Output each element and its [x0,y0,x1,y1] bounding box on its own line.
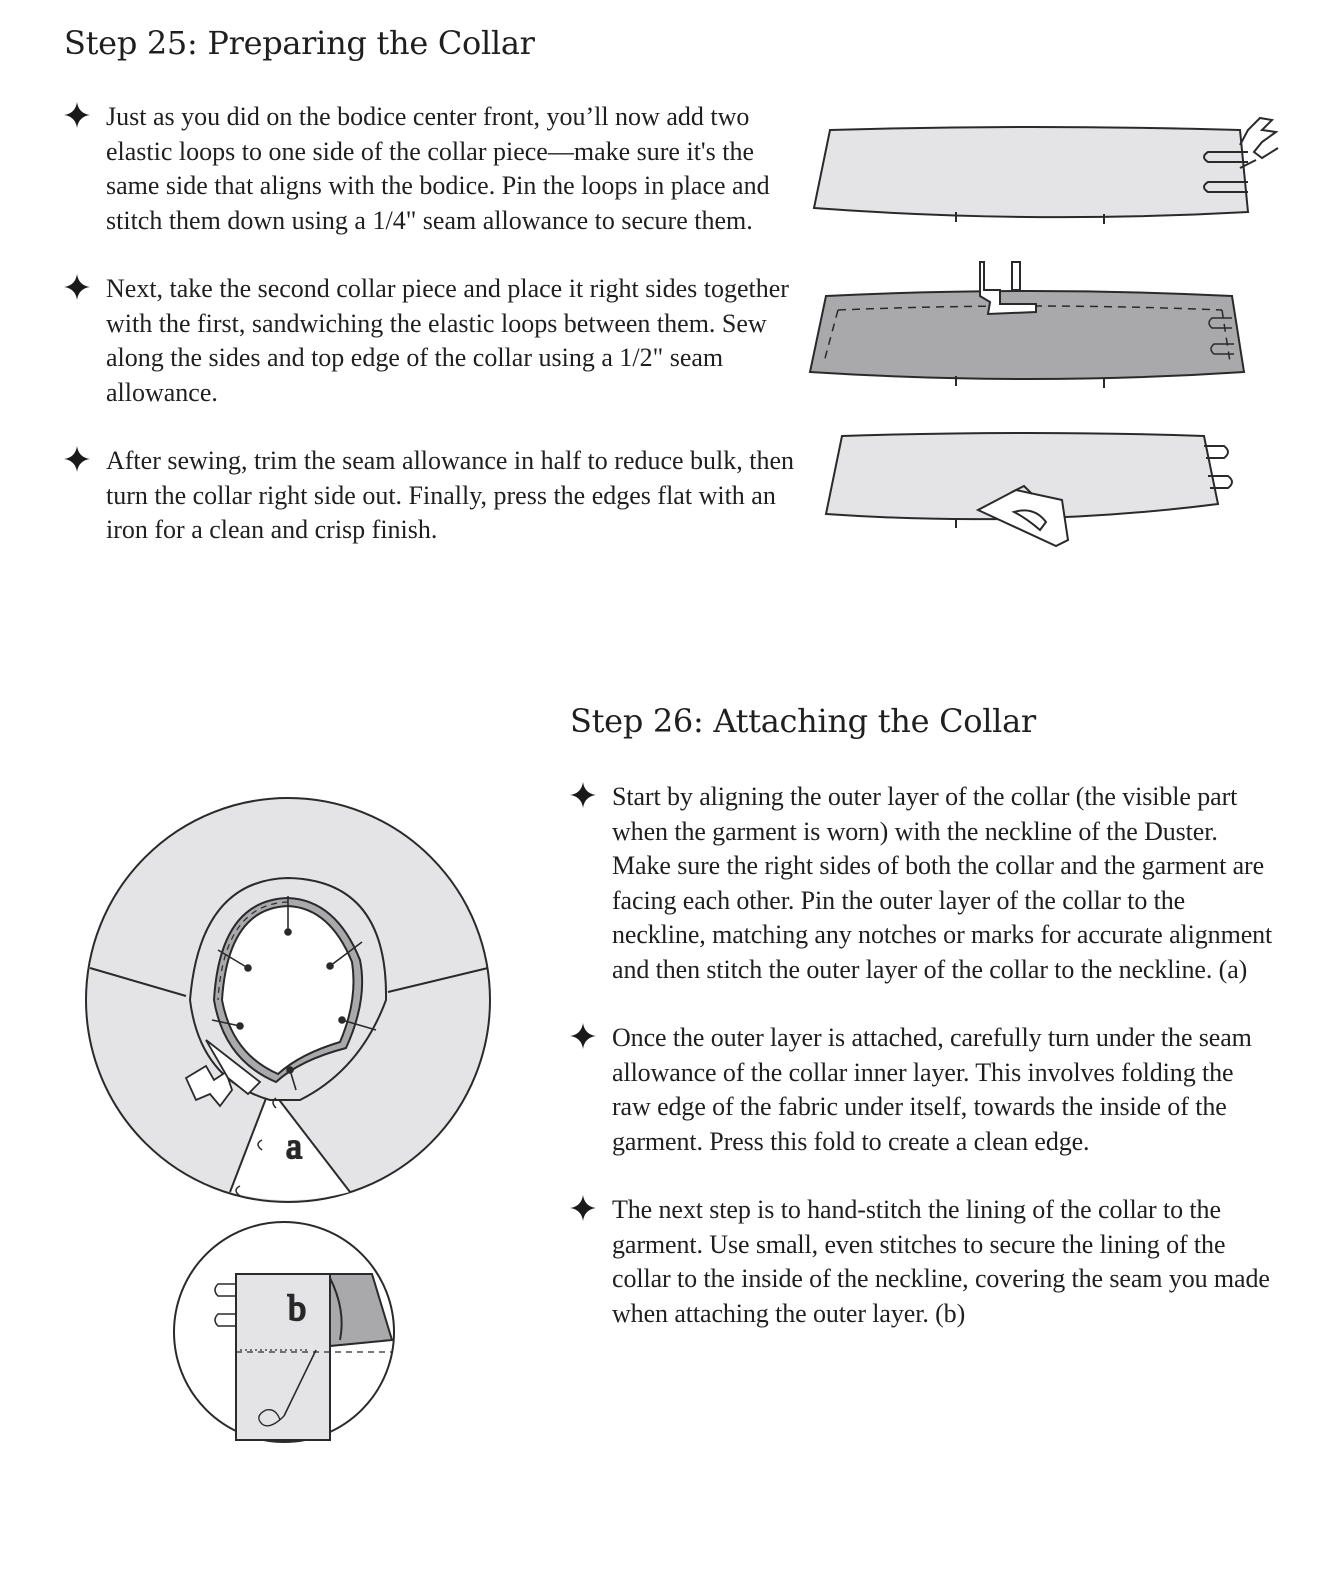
bullet-text: Start by aligning the outer layer of the collar (the visible part when the garment is worn) with the neckline of the Duster. Make sure the right sides of both the collar and the garment are facing each other. Pin the outer layer of the collar to the neckline, matching any notches or marks for accurate alignment and then stitch the outer layer of the collar to the neckline. (a) [612,782,1273,984]
figure-label-a: a [286,1126,302,1166]
bullet-text: Once the outer layer is attached, carefully turn under the seam allowance of the collar inner layer. This involves folding the raw edge of the fabric under itself, towards the inside of the garment. Press this fold to create a clean edge. [612,1023,1252,1156]
bullet-text: After sewing, trim the seam allowance in half to reduce bulk, then turn the collar right side out. Finally, press the edges flat with an iron for a clean and crisp finish. [106,446,795,544]
collar-piece-with-loops-illustration [814,118,1278,224]
bullet-text: Just as you did on the bodice center front, you’ll now add two elastic loops to one side of the collar piece—make sure it's the same side that aligns with the bodice. Pin the loops in place and stitch them down using a 1/4" seam allowance to secure them. [106,102,770,235]
step-25-title: Step 25: Preparing the Collar [64,24,535,62]
bullet-text: The next step is to hand-stitch the lining of the collar to the garment. Use small, even stitches to secure the lining of the collar to the inside of the neckline, covering the seam you made when attaching the outer layer. (b) [612,1195,1270,1328]
bullet-text: Next, take the second collar piece and place it right sides together with the first, sandwiching the elastic loops between them. Sew along the sides and top edge of the collar using a 1/2" seam allowance. [106,274,789,407]
hand-stitch-diagram-b [174,1222,394,1442]
collar-piece-stitched-illustration [810,262,1244,388]
figure-label-b: b [288,1288,306,1328]
step-26-title: Step 26: Attaching the Collar [570,702,1036,740]
collar-piece-pressed-illustration [826,433,1232,546]
collar-neckline-diagram-a [86,798,490,1202]
